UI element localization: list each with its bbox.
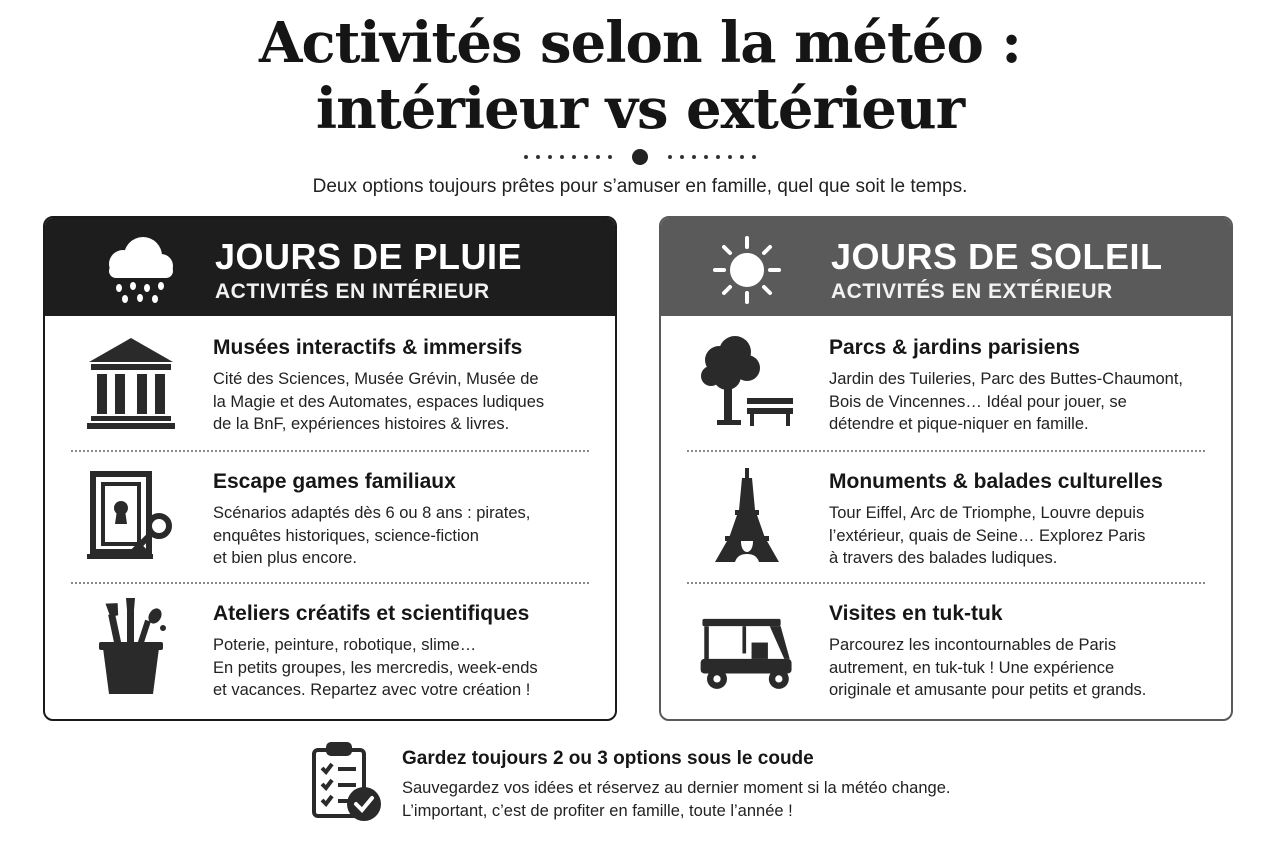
item-title: Musées interactifs & immersifs — [213, 336, 523, 359]
list-item-parks — [661, 316, 1231, 446]
door-key-icon — [81, 466, 181, 566]
item-description: Scénarios adaptés dès 6 ou 8 ans : pirates, enquêtes historiques, science-fiction et bien plus encore. — [213, 504, 531, 567]
sun-icon — [711, 232, 801, 304]
item-title: Ateliers créatifs et scientifiques — [213, 602, 530, 625]
footer-title: Gardez toujours 2 ou 3 options sous le coude — [402, 748, 814, 769]
list-item-escape-games — [45, 450, 615, 580]
tuk-tuk-icon — [697, 598, 797, 698]
page-title — [0, 10, 1280, 142]
sunny-panel-header — [661, 218, 1231, 316]
eiffel-tower-icon — [697, 466, 797, 566]
item-description: Poterie, peinture, robotique, slime… En petits groupes, les mercredis, week-ends et vacances. Repartez avec votre création ! — [213, 636, 538, 699]
footer-text-line-2: L’important, c’est de profiter en famille, toute l’année ! — [402, 802, 793, 820]
item-title: Visites en tuk-tuk — [829, 602, 1003, 625]
list-item-museums — [45, 316, 615, 446]
item-title: Parcs & jardins parisiens — [829, 336, 1080, 359]
item-description: Jardin des Tuileries, Parc des Buttes-Chaumont, Bois de Vincennes… Idéal pour jouer, se détendre et pique-niquer en famille. — [829, 370, 1184, 433]
sunny-panel-subtitle: ACTIVITÉS EN EXTÉRIEUR — [831, 280, 1113, 303]
list-item-monuments — [661, 450, 1231, 580]
item-description: Parcourez les incontournables de Paris autrement, en tuk-tuk ! Une expérience originale et amusante pour petits et grands. — [829, 636, 1147, 699]
sunny-days-panel — [659, 216, 1233, 721]
footer-text-line-1: Sauvegardez vos idées et réservez au dernier moment si la météo change. — [402, 779, 951, 797]
item-description: Cité des Sciences, Musée Grévin, Musée de la Magie et des Automates, espaces ludiques de la BnF, expériences histoires & livres. — [213, 370, 545, 433]
list-item-workshops — [45, 582, 615, 712]
rainy-panel-subtitle: ACTIVITÉS EN INTÉRIEUR — [215, 280, 490, 303]
item-title: Monuments & balades culturelles — [829, 470, 1163, 493]
tree-bench-icon — [697, 332, 797, 432]
page-subtitle: Deux options toujours prêtes pour s’amuser en famille, quel que soit le temps. — [312, 176, 968, 197]
title-divider — [0, 146, 1280, 168]
list-item-tuk-tuk — [661, 582, 1231, 712]
paint-brushes-icon — [81, 598, 181, 698]
rainy-days-panel — [43, 216, 617, 721]
rain-cloud-icon — [95, 232, 185, 304]
museum-icon — [81, 332, 181, 432]
item-title: Escape games familiaux — [213, 470, 456, 493]
rainy-panel-title: JOURS DE PLUIE — [215, 236, 523, 277]
checklist-icon — [308, 740, 384, 824]
item-description: Tour Eiffel, Arc de Triomphe, Louvre depuis l’extérieur, quais de Seine… Explorez Paris à travers des balades ludiques. — [829, 504, 1146, 567]
sunny-panel-title: JOURS DE SOLEIL — [831, 236, 1163, 277]
title-line-1: Activités selon la météo : — [259, 10, 1021, 76]
title-line-2: intérieur vs extérieur — [315, 76, 965, 142]
rainy-panel-header — [45, 218, 615, 316]
